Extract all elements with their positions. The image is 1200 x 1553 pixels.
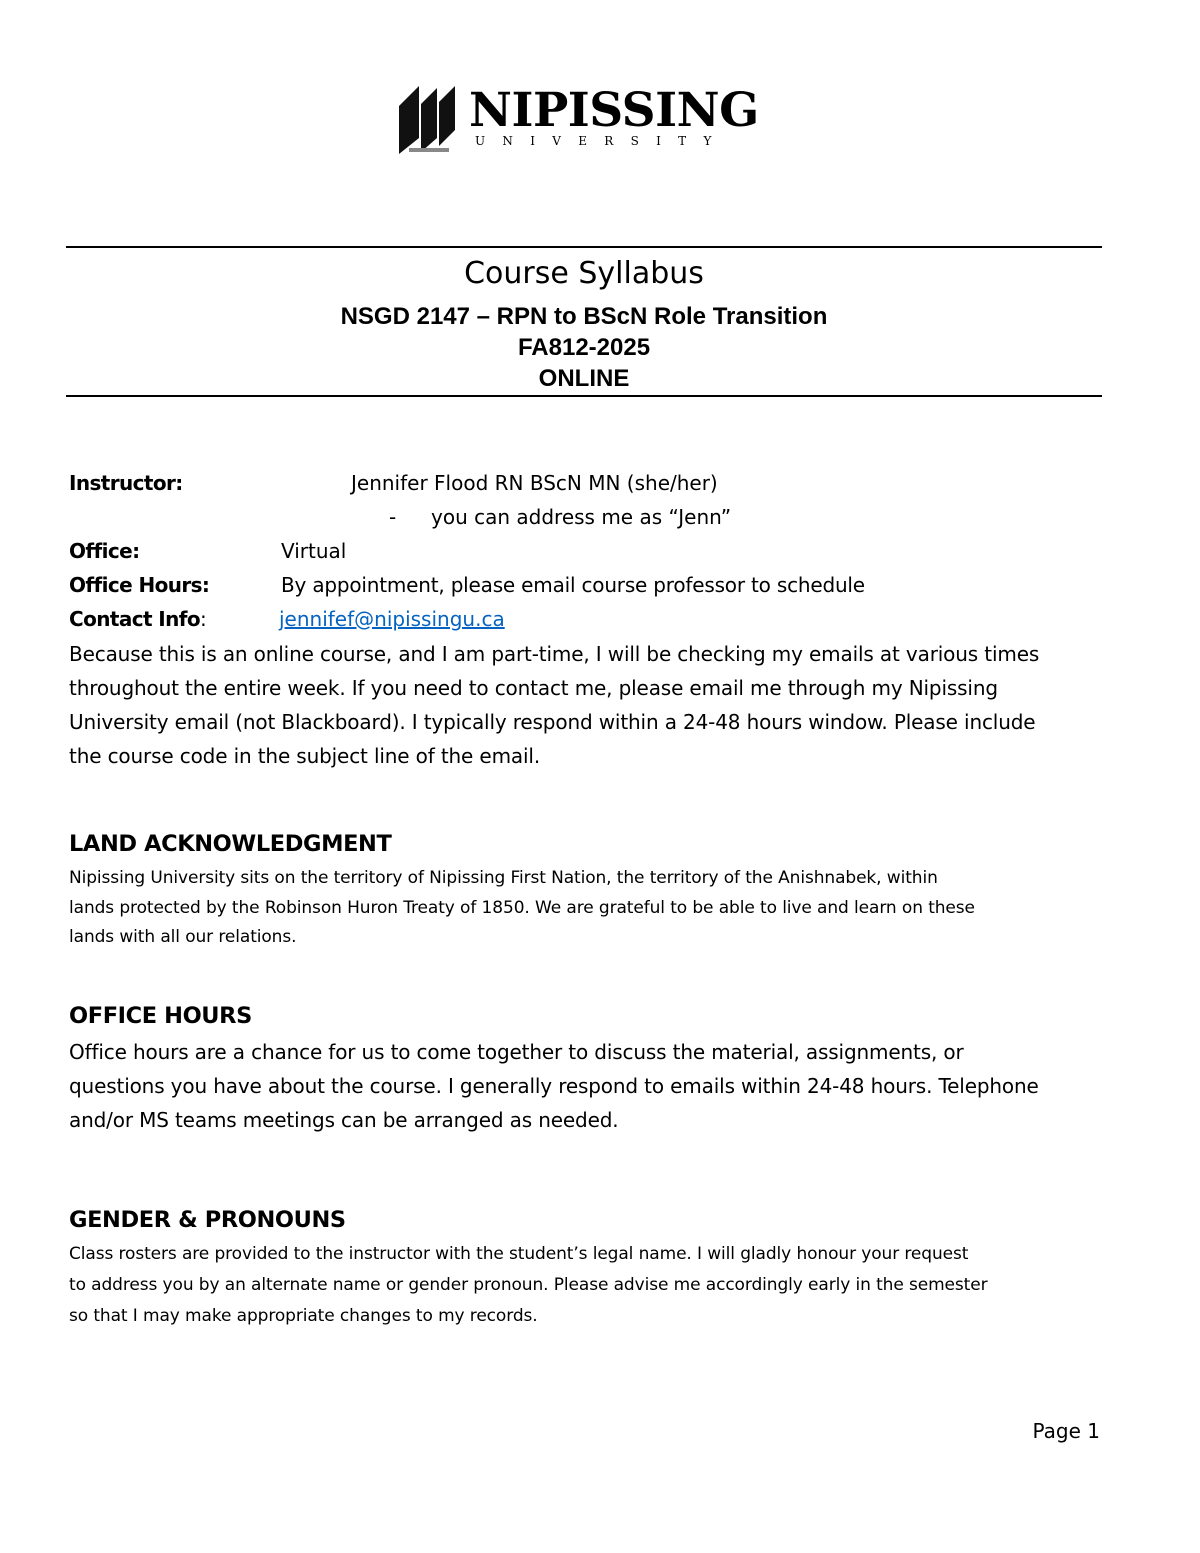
instructor-value: Jennifer Flood RN BScN MN (she/her) — [351, 471, 718, 495]
contact-label-colon: : — [200, 607, 207, 631]
course-code: NSGD 2147 – RPN to BScN Role Transition — [340, 303, 828, 330]
title-bottom-rule — [66, 395, 1102, 397]
contact-email-link[interactable]: jennifef@nipissingu.ca — [279, 607, 505, 631]
course-section: FA812-2025 — [517, 334, 651, 361]
paragraph-line: throughout the entire week. If you need to contact me, please email me through my Nipissing — [69, 676, 998, 700]
paragraph-line: Office hours are a chance for us to come together to discuss the material, assignments, or — [69, 1040, 964, 1064]
paragraph-line: Because this is an online course, and I am part-time, I will be checking my emails at various times — [69, 642, 1040, 666]
logo-mark-icon — [399, 84, 461, 154]
logo-name: NIPISSING — [469, 83, 759, 138]
paragraph-line: University email (not Blackboard). I typically respond within a 24-48 hours window. Please include — [69, 710, 1036, 734]
instructor-note-bullet: - — [389, 505, 397, 529]
paragraph-line: and/or MS teams meetings can be arranged as needed. — [69, 1108, 619, 1132]
office-value: Virtual — [281, 539, 347, 563]
instructor-label: Instructor: — [69, 471, 183, 495]
logo-subtitle: UNIVERSITY — [475, 134, 729, 148]
instructor-note: you can address me as “Jenn” — [431, 505, 732, 529]
course-delivery: ONLINE — [538, 365, 630, 392]
office-hours-heading: OFFICE HOURS — [69, 1003, 252, 1029]
gender-pronouns-heading: GENDER & PRONOUNS — [69, 1207, 346, 1233]
paragraph-line: Nipissing University sits on the territory of Nipissing First Nation, the territory of the Anishnabek, within — [69, 868, 938, 888]
paragraph-line: questions you have about the course. I generally respond to emails within 24-48 hours. Telephone — [69, 1074, 1039, 1098]
contact-label-text: Contact Info — [69, 607, 201, 631]
office-hours-text — [69, 1035, 1109, 1137]
paragraph-line: to address you by an alternate name or gender pronoun. Please advise me accordingly early in the semester — [69, 1275, 988, 1295]
contact-info-label — [69, 602, 207, 636]
paragraph-line: so that I may make appropriate changes to my records. — [69, 1306, 538, 1326]
paragraph-line: Class rosters are provided to the instructor with the student’s legal name. I will gladly honour your request — [69, 1244, 969, 1264]
gender-pronouns-text — [69, 1239, 1109, 1332]
contact-paragraph — [69, 637, 1109, 773]
title-top-rule — [66, 246, 1102, 248]
office-hours-value: By appointment, please email course professor to schedule — [281, 573, 865, 597]
land-acknowledgment-heading: LAND ACKNOWLEDGMENT — [69, 831, 392, 857]
office-hours-label: Office Hours: — [69, 573, 210, 597]
land-acknowledgment-text — [69, 864, 1109, 953]
paragraph-line: lands protected by the Robinson Huron Treaty of 1850. We are grateful to be able to live and learn on these — [69, 897, 975, 918]
paragraph-line: lands with all our relations. — [69, 927, 297, 947]
page-title: Course Syllabus — [464, 256, 704, 291]
office-label: Office: — [69, 539, 140, 563]
paragraph-line: the course code in the subject line of the email. — [69, 744, 541, 768]
university-logo — [399, 84, 769, 156]
page-number: Page 1 — [1032, 1419, 1100, 1443]
